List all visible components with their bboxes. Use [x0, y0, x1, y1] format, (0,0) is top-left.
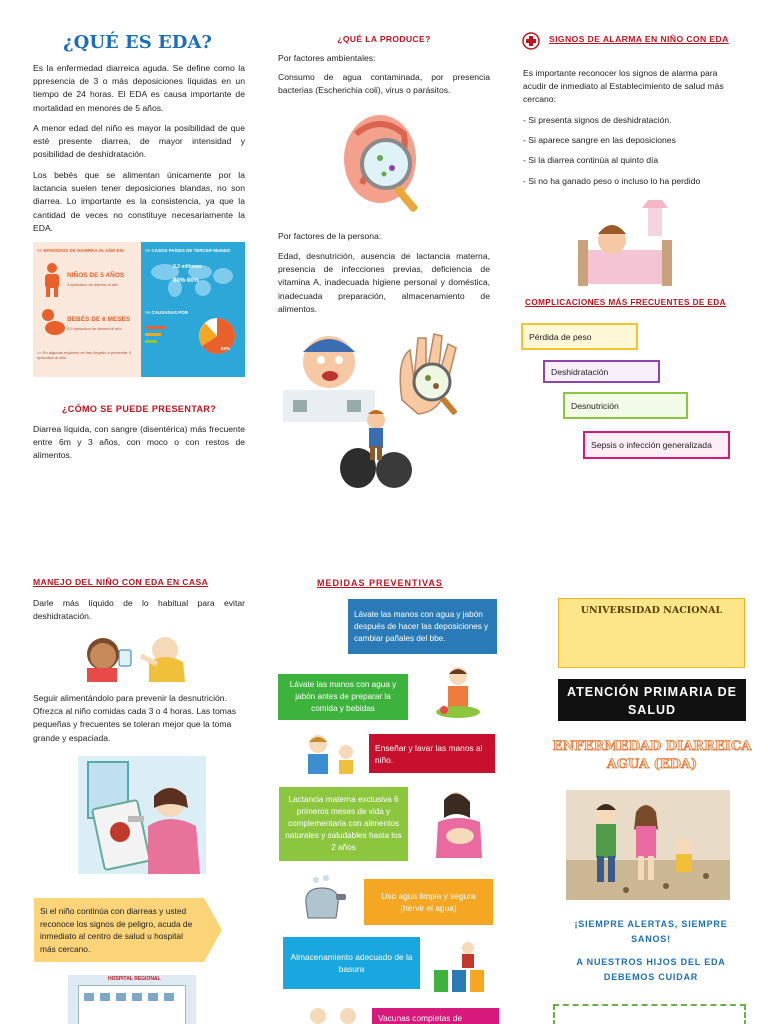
measure-wash-before-box: Lávate las manos con agua y jabón antes de preparar la comida y bebidas: [278, 674, 408, 720]
definition-paragraph: Es la enfermedad diarreica aguda. Se define como la ppresencia de 3 o más deposiciones líquidas en un tiempo de 24 horas. El EDA es causa importante de mortalidad en menores de 5 años.: [33, 63, 245, 113]
preventive-measures-heading: MEDIDAS PREVENTIVAS: [317, 578, 443, 588]
cause-pie-chart: [197, 316, 237, 356]
age-paragraph: A menor edad del niño es mayor la posibilidad de que esté presente diarrea, de mayor intensidad y posibilidad de deshidratación.: [33, 123, 245, 160]
infographic-row2-small: 4,5 episodios de diarrea al año: [67, 326, 122, 331]
dashed-name-box: [553, 1004, 746, 1024]
measure-garbage-box: Almacenamiento adecuado de la basura: [283, 937, 420, 989]
person-factors-text: Edad, desnutrición, ausencia de lactancia materna, presencia de infecciones previas, deficiencia de vitamina A, inadecuada higiene personal y doméstica, inadecuada preparación, almacenamiento de alimentos.: [278, 251, 490, 314]
slogan-care-children: A NUESTROS HIJOS DEL EDA DEBEMOS CUIDAR: [576, 957, 726, 982]
infographic-cause-title: >> CAUSADAS POR: [145, 310, 189, 315]
alarm-sign-item: - Si presenta signos de deshidratación.: [523, 115, 672, 125]
keep-feeding-paragraph: Seguir alimentándolo para prevenir la desnutrición. Ofrezca al niño comidas cada 3 o 4 horas. Las tomas pequeñas y frecuentes se toleran mejor que la toma grande y espaciada.: [33, 693, 237, 743]
diarrhea-statistics-infographic: [33, 242, 245, 377]
child-figure-icon: [39, 262, 65, 298]
university-box: [558, 598, 745, 668]
disease-title: ENFERMEDAD DIARREICA AGUA (EDA): [552, 739, 752, 772]
child-drinking-illustration: [73, 632, 197, 682]
alarm-signs-intro: Es importante reconocer los signos de alarma para acudir de inmediato al Establecimiento de salud más cercano:: [523, 68, 724, 105]
callout-arrow: [204, 898, 222, 962]
complication-sepsis: Sepsis o infección generalizada: [583, 431, 730, 459]
infographic-pie-label: 53%: [221, 346, 231, 351]
alarm-signs-heading: SIGNOS DE ALARMA EN NIÑO CON EDA: [549, 34, 729, 44]
red-cross-icon: [522, 32, 540, 50]
boiling-water-illustration: [296, 874, 348, 922]
infographic-right-title: >> CASOS PAÍSES DE TERCER MUNDO: [145, 248, 231, 253]
how-presented-heading: ¿CÓMO SE PUEDE PRESENTAR?: [61, 404, 217, 414]
dirty-hand-magnifier-illustration: [388, 330, 476, 418]
hospital-illustration: [68, 975, 196, 1024]
sick-child-bed-illustration: [578, 200, 672, 288]
presentation-paragraph: Diarrea líquida, con sangre (disentérica) más frecuente entre 6m y 3 años, con moco o con restos de alimentos.: [33, 424, 245, 461]
what-causes-heading: ¿QUÉ LA PRODUCE?: [337, 34, 431, 44]
complications-heading: COMPLICACIONES MÁS FRECUENTES DE EDA: [525, 298, 726, 307]
garbage-bags-child-illustration: [340, 406, 414, 490]
recycling-bins-illustration: [432, 940, 488, 996]
hospital-sign: HOSPITAL REGIONAL: [108, 976, 161, 982]
infographic-left-title: >> EPISODIOS DE DIARREA AL AÑO EN:: [37, 248, 125, 253]
intestine-magnifier-illustration: [338, 104, 430, 224]
what-is-eda-title: ¿QUÉ ES EDA?: [63, 32, 212, 53]
measure-wash-after-box: Lávate las manos con agua y jabón después de hacer las deposiciones y cambiar pañales del bbe.: [348, 599, 497, 654]
infographic-stat2: 80%-90%: [173, 278, 200, 284]
measure-clean-water-box: Uso agua limpia y segura (hervir el agua): [364, 879, 493, 925]
alarm-sign-item: - Si la diarrea continúa al quinto día: [523, 155, 659, 166]
cooking-woman-illustration: [432, 664, 484, 720]
university-name: UNIVERSIDAD NACIONAL: [580, 605, 723, 616]
more-liquid-paragraph: Darle más líquido de lo habitual para evitar deshidratación.: [33, 598, 245, 622]
alarm-signs-list: [523, 114, 738, 188]
slogan-always-alert: ¡SIEMPRE ALERTAS, SIEMPRE SANOS!: [574, 919, 728, 944]
environmental-title: Por factores ambientales:: [278, 53, 376, 63]
complication-dehydration: Deshidratación: [543, 360, 660, 383]
baby-figure-icon: [39, 308, 65, 336]
person-factors-title: Por factores de la persona:: [278, 231, 382, 241]
vaccination-illustration: [304, 1004, 364, 1024]
babies-paragraph: Los bebés que se alimentan únicamente por la lactancia suelen tener deposiciones blandas, no son diarrea. Lo importante es la consistencia, ya que la cantidad de veces no constituye necesariamente la EDA.: [33, 170, 245, 233]
alarm-sign-item: - Si aparece sangre en las deposiciones: [523, 135, 676, 146]
complication-malnutrition: Desnutrición: [563, 392, 688, 419]
measure-teach-child-box: Enseñar y lavar las manos al niño.: [369, 734, 495, 773]
infographic-row1-small: 3 episodios de diarrea al año: [67, 282, 119, 287]
danger-signs-callout: Si el niño continúa con diarreas y usted reconoce los signos de peligro, acuda de inmediato al centro de salud u hospital más cercano.: [34, 898, 204, 962]
infographic-footer: >> En algunas regiones se han llegado a presentar 9 episodios al año.: [37, 350, 132, 360]
infographic-stat1: 3,2 millones: [173, 264, 202, 270]
infographic-row2-big: BEBÉS DE 6 MESES: [67, 316, 131, 323]
environmental-text: Consumo de agua contaminada, por presencia bacterias (Escherichia coli), virus o parásitos.: [278, 72, 490, 96]
family-illustration: [566, 790, 730, 900]
infographic-row1-big: NIÑOS DE 5 AÑOS: [67, 272, 125, 279]
primary-care-banner: ATENCIÓN PRIMARIA DE SALUD: [558, 679, 746, 721]
mother-feeding-child-illustration: [78, 756, 206, 874]
teaching-handwash-illustration: [298, 732, 368, 776]
home-care-heading: MANEJO DEL NIÑO CON EDA EN CASA: [33, 577, 209, 587]
breastfeeding-mother-illustration: [430, 788, 488, 858]
measure-vaccines-box: Vacunas completas de: [372, 1008, 499, 1024]
complication-weight-loss: Pérdida de peso: [521, 323, 638, 350]
alarm-sign-item: - Si no ha ganado peso o incluso lo ha perdido: [523, 175, 701, 186]
measure-breastfeeding-box: Lactancia materna exclusiva 6 primeros meses de vida y complementaria con alimentos naturales y saludables hasta los 2 años: [279, 787, 408, 861]
